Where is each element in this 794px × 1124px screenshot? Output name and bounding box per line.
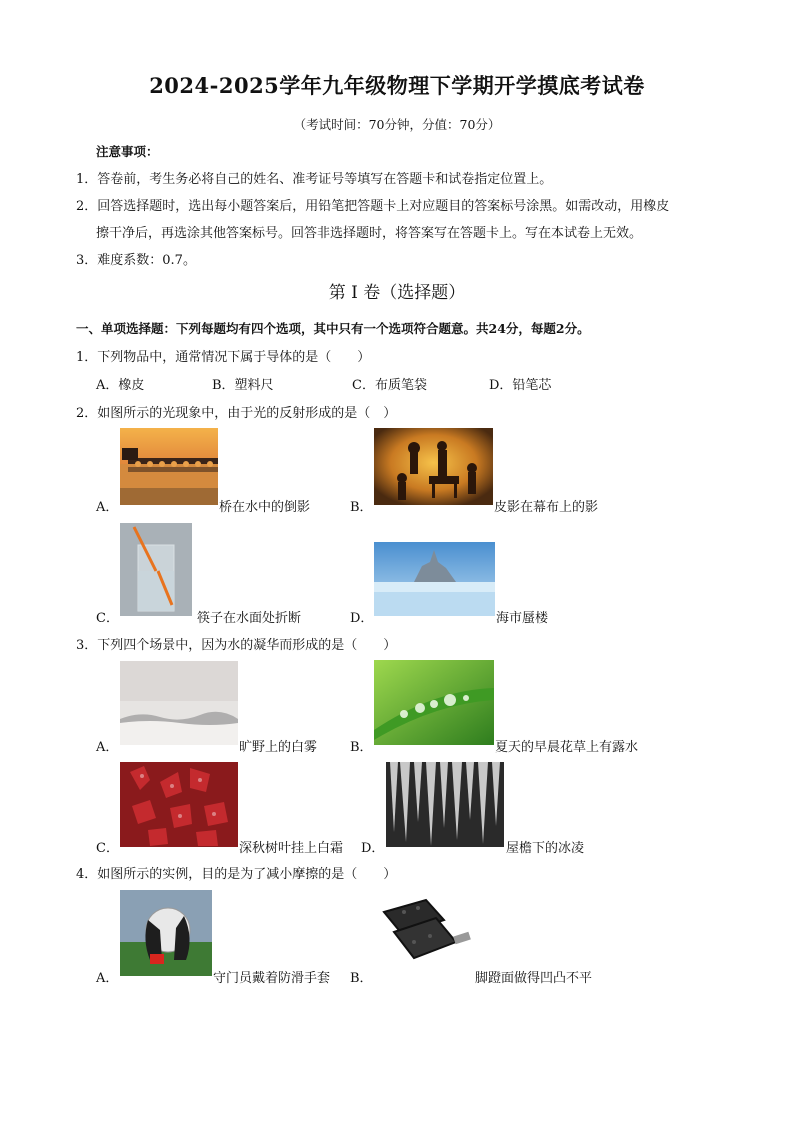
question-2-option-b-caption: 皮影在幕布上的影 bbox=[494, 500, 599, 515]
question-4-option-b-letter: B． bbox=[350, 971, 373, 986]
question-4-option-a-letter: A． bbox=[96, 971, 119, 986]
question-4-option-b-caption: 脚蹬面做得凹凸不平 bbox=[475, 971, 593, 986]
section-title: 第 I 卷（选择题） bbox=[328, 283, 466, 303]
frost-leaves-photo bbox=[120, 762, 238, 847]
note-item-2-cont: 擦干净后，再选涂其他答案标号。回答非选择题时，将答案写在答题卡上。写在本试卷上无效。 bbox=[96, 226, 643, 241]
note-item-3: 3．难度系数：0.7。 bbox=[76, 253, 196, 268]
note-item-1: 1．答卷前，考生务必将自己的姓名、准考证号等填写在答题卡和试卷指定位置上。 bbox=[76, 172, 553, 187]
question-1-option-a: A．橡皮 bbox=[96, 378, 145, 393]
notes-heading: 注意事项： bbox=[96, 144, 159, 159]
question-2-option-c-caption: 筷子在水面处折断 bbox=[197, 611, 302, 626]
icicles-photo bbox=[386, 762, 504, 847]
bicycle-pedal-photo bbox=[374, 890, 474, 978]
question-1-stem: 1．下列物品中，通常情况下属于导体的是（ ） bbox=[76, 350, 371, 365]
question-2-option-d-caption: 海市蜃楼 bbox=[496, 611, 549, 626]
part-heading: 一、单项选择题：下列每题均有四个选项，其中只有一个选项符合题意。共24分，每题2分。 bbox=[76, 321, 590, 336]
question-2-option-a-letter: A． bbox=[96, 500, 119, 515]
mirage-photo bbox=[374, 542, 495, 616]
question-3-option-a-letter: A． bbox=[96, 740, 119, 755]
question-4-option-a-caption: 守门员戴着防滑手套 bbox=[213, 971, 331, 986]
question-3-option-b-letter: B． bbox=[350, 740, 373, 755]
question-1-option-d: D．铅笔芯 bbox=[489, 378, 552, 393]
question-2-option-c-letter: C． bbox=[96, 611, 119, 626]
question-3-option-c-letter: C． bbox=[96, 841, 119, 856]
exam-title: 2024-2025学年九年级物理下学期开学摸底考试卷 bbox=[149, 73, 645, 98]
goalkeeper-gloves-photo bbox=[120, 890, 212, 976]
question-1-option-c: C．布质笔袋 bbox=[352, 378, 427, 393]
question-3-option-c-caption: 深秋树叶挂上白霜 bbox=[239, 841, 344, 856]
question-3-option-b-caption: 夏天的早晨花草上有露水 bbox=[495, 740, 639, 755]
bridge-reflection-photo bbox=[120, 428, 218, 505]
question-3-stem: 3．下列四个场景中，因为水的凝华而形成的是（ ） bbox=[76, 638, 397, 653]
fog-photo bbox=[120, 661, 238, 745]
question-2-option-a-caption: 桥在水中的倒影 bbox=[219, 500, 311, 515]
question-2-option-d-letter: D． bbox=[350, 611, 374, 626]
dew-on-grass-photo bbox=[374, 660, 494, 745]
question-3-option-d-letter: D． bbox=[361, 841, 385, 856]
shadow-puppet-photo bbox=[374, 428, 493, 505]
note-item-2: 2．回答选择题时，选出每小题答案后，用铅笔把答题卡上对应题目的答案标号涂黑。如需改动，用橡皮 bbox=[76, 199, 670, 214]
question-2-stem: 2．如图所示的光现象中，由于光的反射形成的是（ ） bbox=[76, 406, 397, 421]
question-1-option-b: B．塑料尺 bbox=[212, 378, 274, 393]
exam-subtitle: （考试时间：70分钟，分值：70分） bbox=[293, 117, 501, 132]
chopsticks-in-water-photo bbox=[120, 523, 192, 616]
question-3-option-d-caption: 屋檐下的冰凌 bbox=[506, 841, 585, 856]
question-2-option-b-letter: B． bbox=[350, 500, 373, 515]
question-4-stem: 4．如图所示的实例，目的是为了减小摩擦的是（ ） bbox=[76, 867, 397, 882]
question-3-option-a-caption: 旷野上的白雾 bbox=[239, 740, 318, 755]
